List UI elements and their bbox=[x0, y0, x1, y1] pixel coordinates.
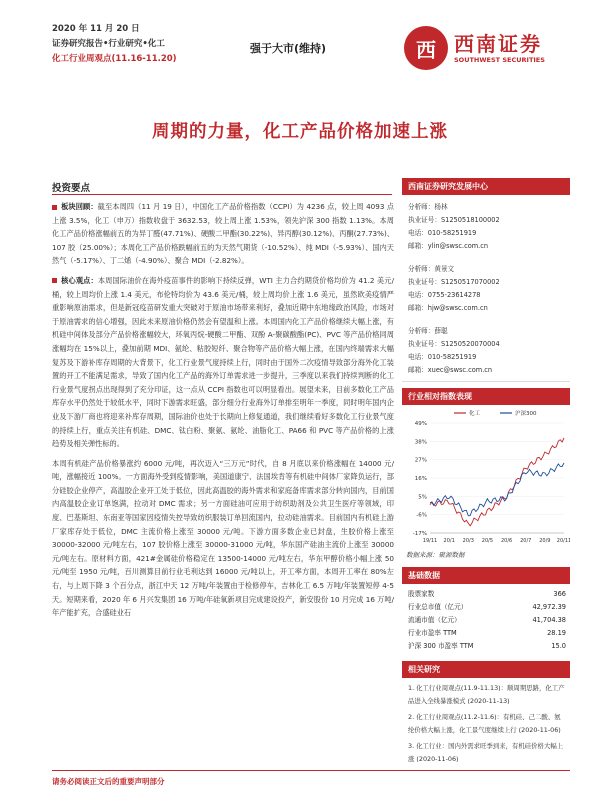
stat-row: 行业市盈率 TTM 28.19 bbox=[408, 629, 566, 637]
summary-divider bbox=[52, 194, 392, 195]
rating: 强于大市(维持) bbox=[250, 42, 327, 55]
report-date: 2020 年 11 月 20 日 bbox=[52, 24, 140, 34]
analyst-email[interactable]: 邮箱：hjw@swsc.com.cn bbox=[408, 304, 488, 312]
summary-heading: 投资要点 bbox=[52, 183, 91, 194]
chart-source: 数据来源：聚源数据 bbox=[406, 551, 465, 559]
summary-para-silicone: 本周有机硅产品价格暴涨约 6000 元/吨，再次迈入“三万元”时代，自 8 月底以来价格涨幅在 14000 元/吨，涨幅接近 100%。一方面海外受到疫情影响，美国道康宁、法国埃肯等有机硅中间体厂家降负运行，部分硅胶企业停产，高温胶企业开工处于低位，因此高温胶的海外需求和家庭备库需求部分转向国内，目前国内高温胶企业订单饱满，拉动对 DMC 需求；另一方面硅油可应用于纺织助剂及公共卫生医疗等领域，印度、巴基斯坦、东南亚等国家因疫情失控导致纺织服装订单回流国内，拉动硅油需求。目前国内有机硅上游厂家库存处于低位，DMC 主流价格上涨至 30000 元/吨。下游方面多数企业已封盘，生胶价格上涨至 30000-32000 元/吨左右，107 胶价格上涨至 30000-31000 元/吨，华东国产硅油主流价上涨至 30000 元/吨左右。原材料方面，421#金属硅价格稳定在 13500-14000 元/吨左右，华东甲醇价格小幅上涨 50 元/吨至 1950 元/吨，百川测算目前行业毛利达到 16000 元/吨以上，开工率方面，本周开工率在 80%左右，与上周下降 3 个百分点，浙江中天 12 万吨/年装置由于检修停车，吉林化工 6.5 万吨/年装置短停 4-5 天。短期来看，2020 年 6 月兴发集团 16 万吨/年硅氧新项目完成建设投产，新安股份 10 月完成 16 万吨/年产能扩充，合盛硅业石 bbox=[52, 458, 394, 618]
y-tick-label: 38% bbox=[414, 439, 427, 446]
y-tick-label: 5% bbox=[418, 494, 427, 501]
series-line-0 bbox=[430, 438, 564, 526]
analyst-email[interactable]: 邮箱：xuec@swsc.com.cn bbox=[408, 366, 493, 374]
report-type: 化工行业周观点(11.16-11.20) bbox=[52, 54, 177, 64]
related-list bbox=[402, 678, 570, 765]
header-meta bbox=[52, 22, 177, 67]
related-item[interactable]: 3. 化工行业：国内外需求旺季到来，有机硅价格大幅上涨 (2020-11-06) bbox=[408, 742, 564, 763]
logo-emblem: 西 bbox=[404, 26, 448, 70]
related-heading: 相关研究 bbox=[402, 661, 570, 678]
y-tick-label: -17% bbox=[412, 531, 427, 537]
x-tick-label: 20/9 bbox=[539, 538, 551, 544]
related-item[interactable]: 1. 化工行业周观点(11.9-11.13)：顺周期思路，化工产品进入全线暴涨模式 (2020-11-13) bbox=[408, 684, 565, 705]
series-line-1 bbox=[430, 463, 564, 516]
bullet-icon bbox=[52, 205, 57, 210]
logo-en-text: SOUTHWEST SECURITIES bbox=[454, 56, 545, 64]
x-tick-label: 19/11 bbox=[422, 538, 438, 544]
bullet-icon bbox=[52, 278, 57, 283]
y-tick-label: 49% bbox=[414, 421, 427, 427]
related-item[interactable]: 2. 化工行业周观点(11.2-11.6)：有机硅、己二酸、氨纶价格大幅上涨，化工景气度继续上行 (2020-11-06) bbox=[408, 713, 561, 734]
stats-table bbox=[402, 584, 570, 653]
legend-label: 化工 bbox=[469, 411, 481, 417]
analyst-email[interactable]: 邮箱：ylin@swsc.com.cn bbox=[408, 242, 489, 250]
analyst-list bbox=[402, 195, 570, 382]
logo-cn-text: 西南证券 bbox=[454, 32, 542, 56]
relative-index-chart bbox=[402, 405, 570, 550]
analyst-card: 分析师：黄景文 执业证号：S1250517070002 电话：0755-23614278 邮箱：hjw@swsc.com.cn bbox=[408, 263, 566, 315]
report-category: 证券研究报告•行业研究•化工 bbox=[52, 39, 165, 49]
x-tick-label: 20/6 bbox=[500, 538, 513, 544]
stat-row: 行业总市值（亿元） 42,972.39 bbox=[408, 603, 566, 611]
summary-body bbox=[52, 200, 394, 626]
stat-row: 流通市值（亿元） 41,704.38 bbox=[408, 616, 566, 624]
analyst-card: 分析师：杨林 执业证号：S1250518100002 电话：010-58251919 邮箱：ylin@swsc.com.cn bbox=[408, 201, 566, 253]
y-tick-label: -6% bbox=[416, 512, 427, 519]
company-logo bbox=[404, 24, 564, 76]
basic-data-heading: 基础数据 bbox=[402, 567, 570, 584]
summary-para-core: 核心观点：本周国际油价在海外疫苗事件的影响下持续反弹，WTI 主力合约期货价格均价为 41.2 美元/桶，较上周均价上涨 1.4 美元，布伦特均价为 43.6 美元/桶，较上周均价上涨 1.6 美元，虽然欧美疫情严重影响原油需求，但是新冠疫苗研发重大突破对于原油市场带来利好，叠加近期中东地缘政治风险，市场对于原油需求的信心增强，因此未来原油价格仍然会有望温和上涨。本周国内化工产品价格继续大幅上涨，有机硅中间体及部分产品价格涨幅较大，环氧丙烷-硬酸二甲酯、双酚 A-聚碳酸酯(PC)、PVC 等产品价格同周涨幅均在 15%以上，叠加前期 MDI、氨纶、粘胶短纤、聚合物等产品价格大幅上涨，在国内终端需求大幅复苏及下游补库存周期的大背景下，化工行业景气度持续上行，同时由于国外二次疫情导致部分海外化工装置的开工不能满足需求，导致了国内化工产品的海外订单需求进一步提升，三季度以来我们持续判断的化工行业景气度拐点出现得到了充分印证，这一点从 CCPI 指数也可以明显看出。展望未来，目前多数化工产品库存水平仍然处于较低水平，同时下游需求旺盛，部分细分行业海外订单排至明年一季度，同时明年国内企业及下游厂商也将迎来补库存周期，国际油价也处于长期向上修复通道，我们继续看好多数化工行业景气度的持续上行，重点关注有机硅、DMC、钛白粉、聚氨、氨纶、油脂化工、PA66 和 PVC 等产品价格的上涨趋势及相关弹性标的。 bbox=[52, 275, 394, 449]
sidebar bbox=[402, 178, 570, 769]
y-tick-label: 27% bbox=[414, 457, 427, 464]
y-tick-label: 16% bbox=[414, 476, 427, 482]
chart-heading: 行业相对指数表现 bbox=[402, 388, 570, 405]
analyst-card: 分析师：薛聪 执业证号：S1250520070004 电话：010-58251919 邮箱：xuec@swsc.com.cn bbox=[408, 325, 566, 377]
x-tick-label: 20/11 bbox=[556, 538, 570, 544]
report-title: 周期的力量，化工产品价格加速上涨 bbox=[152, 122, 448, 142]
x-tick-label: 20/7 bbox=[520, 538, 532, 544]
stat-row: 沪深 300 市盈率 TTM 15.0 bbox=[408, 642, 566, 650]
footer-disclaimer: 请务必阅读正文后的重要声明部分 bbox=[52, 777, 165, 786]
x-tick-label: 20/5 bbox=[481, 538, 494, 544]
x-tick-label: 20/3 bbox=[462, 538, 474, 544]
legend-label: 沪深300 bbox=[515, 411, 537, 417]
x-tick-label: 20/1 bbox=[443, 538, 455, 544]
summary-para-review: 板块回顾：截至本周四（11 月 19 日），中国化工产品价格指数（CCPI）为 4236 点，较上周 4093 点上涨 3.5%，化工（申万）指数收盘于 3632.53，较上周上涨 1.53%，领先沪深 300 指数 1.13%。本周化工产品价格涨幅前五的为异丁醛(47.71%)、硬酸二甲酯(30.22%)、异丙醇(30.12%)、丙酮(27.73%)、107 胶（25.00%）；本周化工产品价格跌幅前五的为天然气期货（-10.52%）、纯 MDI（-5.93%）、国内天然气（-5.17%）、丁二烯（-4.90%）、聚合 MDI（-2.82%）。 bbox=[52, 202, 394, 266]
stat-row: 股票家数 366 bbox=[408, 590, 566, 598]
footer-divider bbox=[52, 770, 570, 771]
chart-svg bbox=[402, 405, 570, 550]
sidebar-heading: 西南证券研究发展中心 bbox=[402, 178, 570, 195]
